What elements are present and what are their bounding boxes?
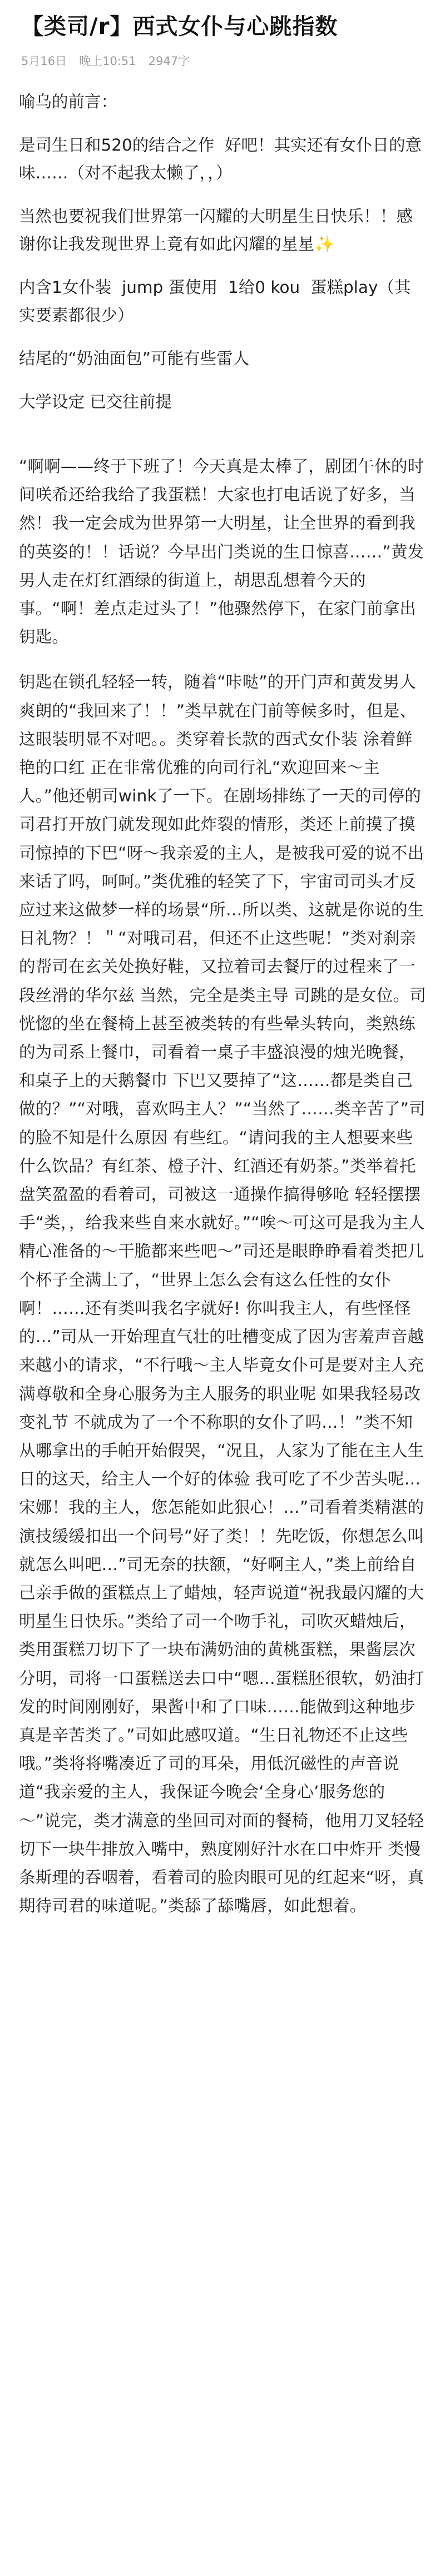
- preface-paragraph: 当然也要祝我们世界第一闪耀的大明星生日快乐！！感谢你让我发现世界上竟有如此闪耀的星星✨: [19, 207, 413, 253]
- story-paragraph: “啊啊——终于下班了！今天真是太棒了，剧团午休的时间咲希还给我给了我蛋糕！大家也打电话说了好多，当然！我一定会成为世界第一大明星，让全世界的看到我的英姿的！！话说？今早出门类说的生日惊喜……”黄发男人走在灯红酒绿的街道上，胡思乱想着今天的事。“啊！差点走过头了！”他骤然停下，在家门前拿出钥匙。: [19, 457, 424, 647]
- post-date: 5月16日: [21, 54, 67, 68]
- preface-paragraph: 内含1女仆装 jump 蛋使用 1给0 kou 蛋糕play（其实要素都很少）: [19, 278, 411, 325]
- preface-paragraph: 是司生日和520的结合之作 好吧！其实还有女仆日的意味……（对不起我太懒了，，）: [19, 136, 422, 182]
- article-title: 【类司/r】西式女仆与心跳指数: [21, 14, 338, 39]
- story-paragraph: 钥匙在锁孔轻轻一转，随着“咔哒”的开门声和黄发男人爽朗的“我回来了！！”类早就在门前等候多时，但是、这眼装明显不对吧。。类穿着长款的西式女仆装 涂着鲜艳的口红 正在非常优雅的向司行礼“欢迎回来～主人。”他还朝司wink了一下。在剧场排练了一天的司停的司君打开放门就发现如此炸裂的情形，类还上前摸了摸司惊掉的下巴“呀～我亲爱的主人，是被我可爱的说不出来话了吗，呵呵。”类优雅的轻笑了下，宇宙司司头才反应过来这做梦一样的场景“所…所以类、这就是你说的生日礼物？！＂“对哦司君，但还不止这些呢！”类对刹亲的帮司在玄关处换好鞋，又拉着司去餐厅的过程来了一段丝滑的华尔兹 当然，完全是类主导 司跳的是女位。司恍惚的坐在餐椅上甚至被类转的有些晕头转向，类熟练的为司系上餐巾，司看着一桌子丰盛浪漫的烛光晚餐，和桌子上的天鹅餐巾 下巴又要掉了“这……都是类自己做的？”“对哦，喜欢吗主人？”“当然了……类辛苦了”司的脸不知是什么原因 有些红。“请问我的主人想要来些什么饮品？有红茶、橙子汁、红酒还有奶茶。”类举着托盘笑盈盈的看着司，司被这一通操作搞得够呛 轻轻摆摆手“类，，给我来些自来水就好。”“唉～可这可是我为主人精心准备的～干脆都来些吧～”司还是眼睁睁看着类把几个杯子全满上了，“世界上怎么会有这么任性的女仆啊！……还有类叫我名字就好! 你叫我主人，有些怪怪的…”司从一开始理直气壮的吐槽变成了因为害羞声音越来越小的请求，“不行哦～主人毕竟女仆可是要对主人充满尊敬和全身心服务为主人服务的职业呢 如果我轻易改变礼节 不就成为了一个不称职的女仆了吗…！”类不知从哪拿出的手帕开始假哭，“况且，人家为了能在主人生日的这天，给主人一个好的体验 我可吃了不少苦头呢…宋娜！我的主人，您怎能如此狠心！…”司看着类精湛的演技缓缓扣出一个问号“好了类！！先吃饭，你想怎么叫就怎么叫吧…”司无奈的扶额，“好啊主人，”类上前给自己亲手做的蛋糕点上了蜡烛，轻声说道“祝我最闪耀的大明星生日快乐。”类给了司一个吻手礼，司吹灭蜡烛后，类用蛋糕刀切下了一块布满奶油的黄桃蛋糕，果酱层次分明，司将一口蛋糕送去口中“嗯…蛋糕胚很软，奶油打发的时间刚刚好，果酱中和了口味……能做到这种地步真是辛苦类了。”司如此感叹道。“生日礼物还不止这些哦。”类将将嘴凑近了司的耳朵，用低沉磁性的声音说道“我亲爱的主人，我保证今晚会‘全身心’服务您的～”说完，类才满意的坐回司对面的餐椅，他用刀叉轻轻切下一块牛排放入嘴中，熟度刚好汁水在口中炸开 类慢条斯理的吞咽着，看着司的脸肉眼可见的红起来“呀，真期待司君的味道呢。”类舔了舔嘴唇，如此想着。: [19, 672, 426, 1916]
- post-time: 晚上10:51: [79, 54, 136, 68]
- article-meta: [21, 52, 426, 69]
- preface-heading: 喻乌的前言：: [19, 92, 118, 111]
- section-spacer: [19, 431, 426, 452]
- word-count: 2947字: [148, 54, 190, 68]
- preface-paragraph: 大学设定 已交往前提: [19, 392, 172, 411]
- preface-paragraph: 结尾的“奶油面包”可能有些雷人: [19, 349, 250, 368]
